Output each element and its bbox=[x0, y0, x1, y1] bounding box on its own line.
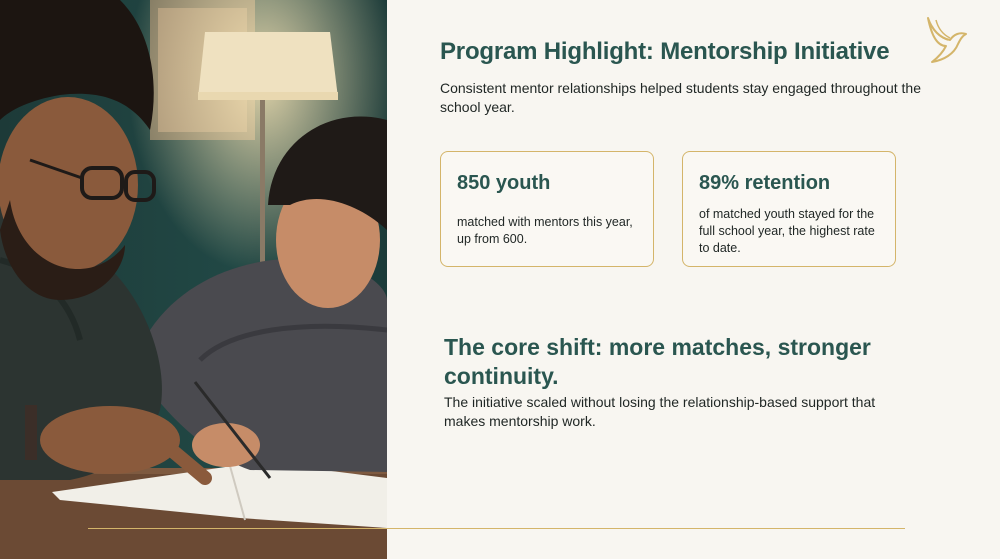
stat-card-retention bbox=[682, 151, 896, 267]
divider-line bbox=[88, 528, 905, 529]
dove-logo bbox=[924, 16, 968, 64]
mentor-student-photo bbox=[0, 0, 387, 559]
stat-description: matched with mentors this year, up from 600. bbox=[457, 215, 633, 246]
highlight-body: The initiative scaled without losing the relationship-based support that makes mentorship work. bbox=[444, 394, 876, 429]
stat-value: 89% retention bbox=[699, 172, 831, 194]
stat-value: 850 youth bbox=[457, 172, 551, 194]
stat-description: of matched youth stayed for the full school year, the highest rate to date. bbox=[699, 207, 875, 255]
stat-card-youth-matched bbox=[440, 151, 654, 267]
highlight-headline: The core shift: more matches, stronger continuity. bbox=[444, 334, 871, 389]
slide-subtitle: Consistent mentor relationships helped students stay engaged throughout the school year. bbox=[440, 80, 921, 115]
slide-title: Program Highlight: Mentorship Initiative bbox=[440, 38, 890, 65]
bird-icon bbox=[924, 16, 968, 64]
